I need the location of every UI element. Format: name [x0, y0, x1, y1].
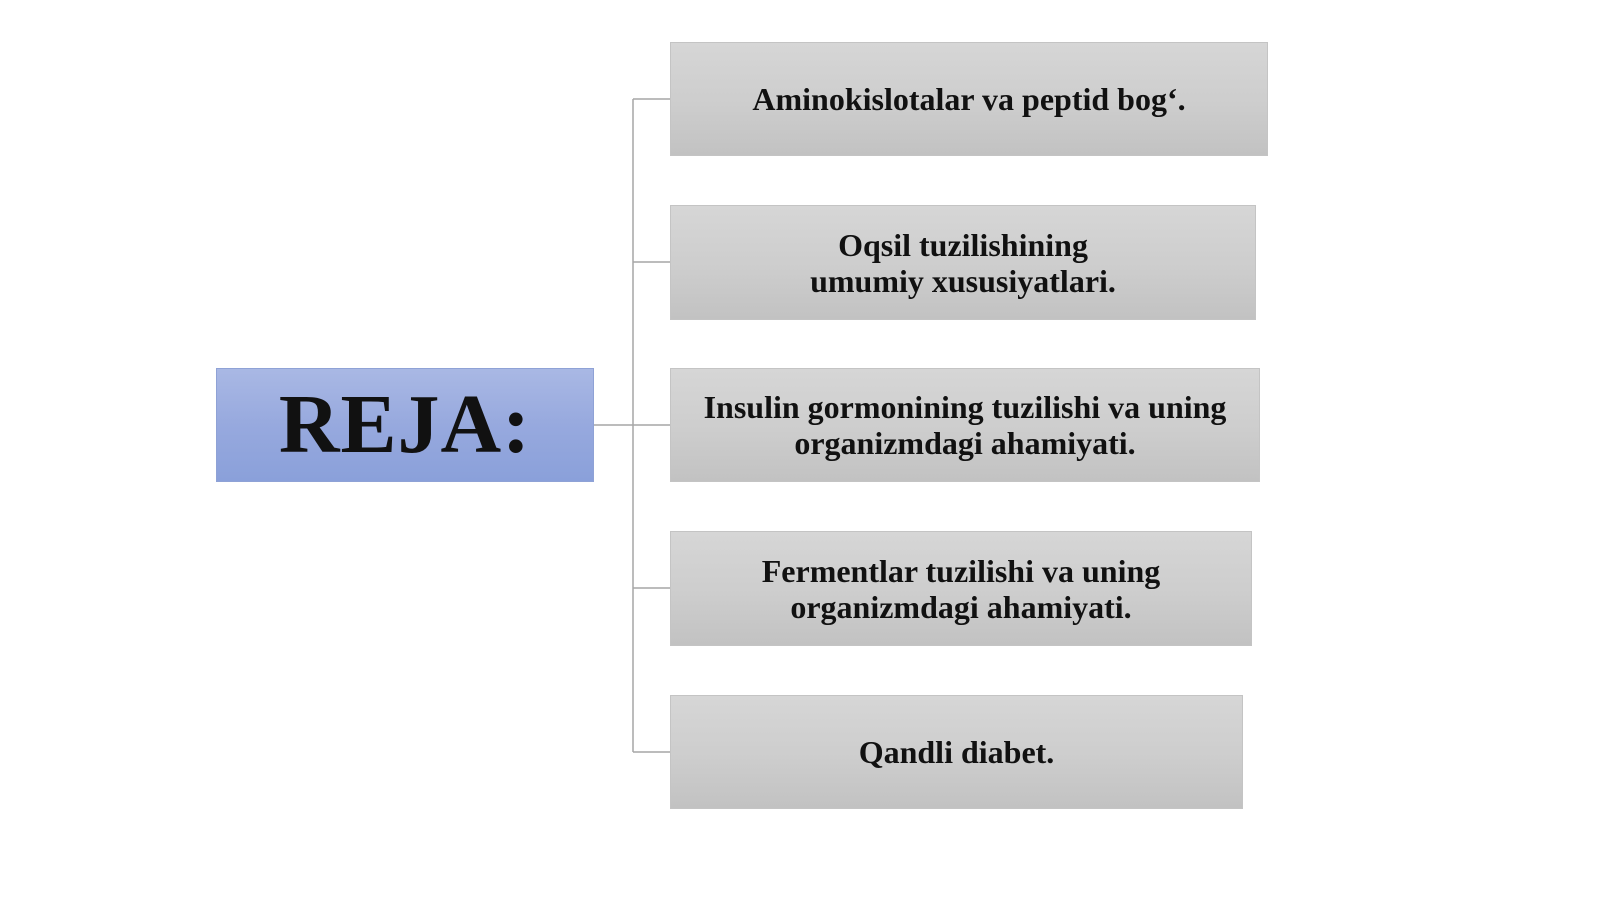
plan-item-label: Qandli diabet.	[858, 734, 1055, 770]
plan-item-label: Aminokislotalar va peptid bog‘.	[752, 81, 1186, 117]
plan-item-1	[670, 42, 1268, 156]
plan-item-2	[670, 205, 1256, 320]
plan-item-3	[670, 368, 1260, 482]
plan-item-5	[670, 695, 1243, 809]
root-node	[216, 368, 594, 482]
plan-item-label: Oqsil tuzilishining umumiy xususiyatlari.	[810, 226, 1116, 299]
root-label: REJA:	[278, 378, 532, 471]
plan-item-label: Fermentlar tuzilishi va uning organizmdagi ahamiyati.	[761, 552, 1161, 625]
plan-item-label: Insulin gormonining tuzilishi va uning organizmdagi ahamiyati.	[703, 389, 1227, 461]
plan-item-4	[670, 531, 1252, 646]
